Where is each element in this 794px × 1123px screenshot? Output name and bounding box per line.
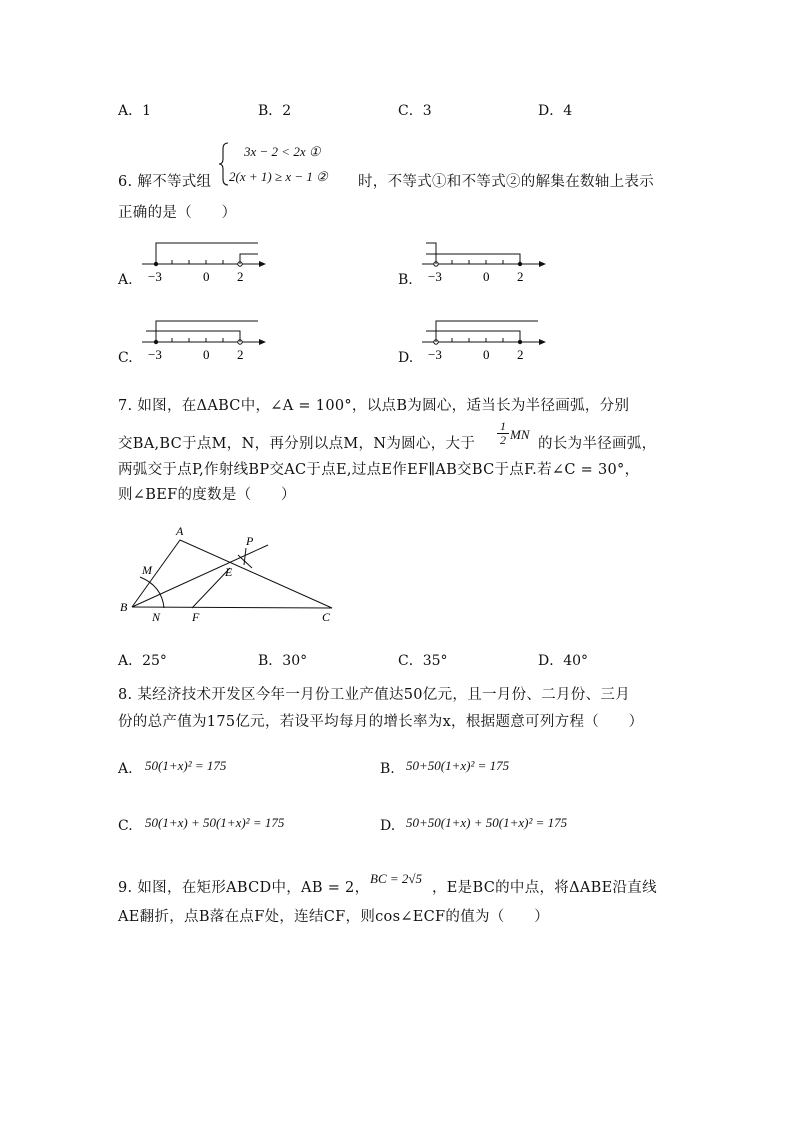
q6-option-a-label: A. [118,272,133,288]
label-b: B [120,600,128,614]
q8-option-c-label: C. [118,818,133,834]
tick-label-neg3: −3 [148,269,162,284]
q7-option-c: C．35° [398,653,448,669]
q9-bc: BC = 2√5 [370,871,423,886]
label-n: N [152,610,161,624]
label-p: P [246,534,254,548]
q7-fraction-tail: MN [510,427,530,442]
q5-option-b: B．2 [258,103,292,119]
label-e: E [225,565,233,579]
q8-option-a-label: A. [118,761,133,777]
number-line-a [140,236,275,286]
q7-line3: 两弧交于点P,作射线BP交AC于点E,过点E作EF∥AB交BC于点F.若∠C = 30°， [118,462,640,478]
q7-line2b: 的长为半径画弧， [538,436,657,452]
number-line-c [140,314,275,364]
q7-option-b: B．30° [258,653,308,669]
tick-label-2: 2 [517,269,524,284]
q6-option-d-label: D. [398,350,414,366]
q6-prefix: 6. 解不等式组 [118,174,212,190]
q8-option-a-expr: 50(1+x)² = 175 [145,758,227,773]
q6-system-line2: 2(x + 1) ≥ x − 1 ② [229,169,328,184]
label-a: A [176,524,184,538]
q6-option-b-label: B. [398,272,413,288]
q6-suffix: 时，不等式①和不等式②的解集在数轴上表示 [358,174,654,190]
q7-line1: 7. 如图，在ΔABC中，∠A = 100°，以点B为圆心，适当长为半径画弧，分别 [118,398,630,414]
q7-fraction [497,420,509,447]
q7-option-d: D．40° [538,653,589,669]
q8-option-b-expr: 50+50(1+x)² = 175 [406,758,510,773]
q8-option-b-label: B. [380,761,395,777]
fraction-denominator: 2 [497,433,509,447]
q7-line2a: 交BA,BC于点M，N，再分别以点M，N为圆心，大于 [118,436,476,452]
tick-label-2: 2 [237,347,244,362]
ray-bp [132,545,268,607]
label-m: M [142,563,152,577]
q8-option-d-label: D. [380,818,396,834]
q9-line1b: ，E是BC的中点，将ΔABE沿直线 [432,880,657,896]
q6-system-line1: 3x − 2 < 2x ① [244,144,321,159]
q5-option-a: A．1 [118,103,152,119]
q8-option-d-expr: 50+50(1+x) + 50(1+x)² = 175 [406,815,568,830]
q8-line2: 份的总产值为175亿元，若设平均每月的增长率为x，根据题意可列方程（ ） [118,714,644,730]
q6-option-c-label: C. [118,350,133,366]
q5-option-c: C．3 [398,103,432,119]
tick-label-0: 0 [483,347,490,362]
q7-line4: 则∠BEF的度数是（ ） [118,487,296,503]
tick-label-2: 2 [517,347,524,362]
number-line-d [420,314,555,364]
q8-line1: 8. 某经济技术开发区今年一月份工业产值达50亿元，且一月份、二月份、三月 [118,687,630,703]
q7-triangle-figure [110,520,350,630]
q8-option-c-expr: 50(1+x) + 50(1+x)² = 175 [145,815,285,830]
tick-label-neg3: −3 [428,269,442,284]
q5-option-d: D．4 [538,103,573,119]
q6-line2: 正确的是（ ） [118,205,237,221]
q7-option-a: A．25° [118,653,167,669]
label-c: C [322,610,331,624]
tick-label-0: 0 [203,347,210,362]
number-line-b [420,236,555,286]
q9-line1a: 9. 如图，在矩形ABCD中，AB = 2， [118,880,370,896]
arc-mn [140,577,164,608]
fraction-numerator: 1 [500,419,506,433]
tick-label-0: 0 [203,269,210,284]
tick-label-2: 2 [237,269,244,284]
q9-line2: AE翻折，点B落在点F处，连结CF，则cos∠ECF的值为（ ） [118,909,550,925]
label-f: F [192,610,200,624]
tick-label-0: 0 [483,269,490,284]
tick-label-neg3: −3 [148,347,162,362]
tick-label-neg3: −3 [428,347,442,362]
